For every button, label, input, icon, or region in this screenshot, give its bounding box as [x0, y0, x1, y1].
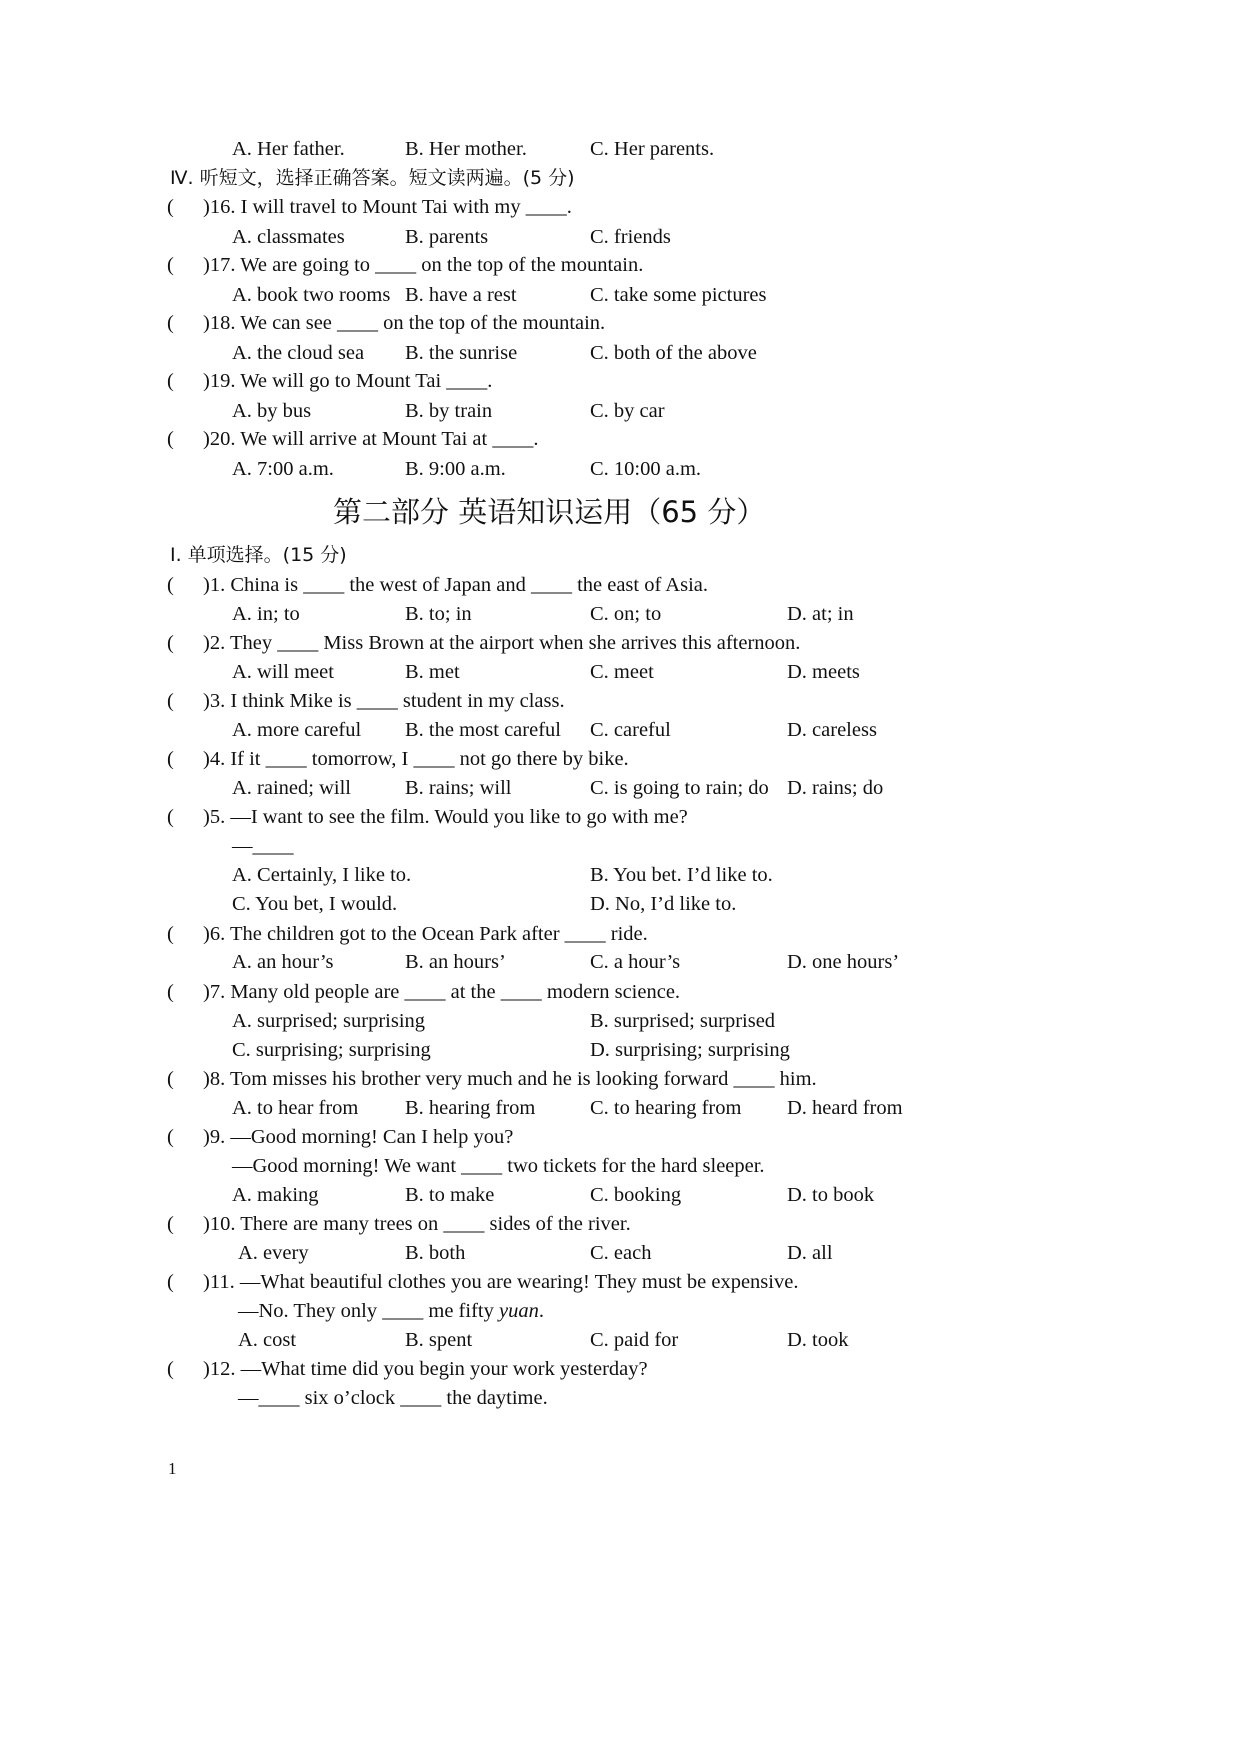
answer-paren: (	[167, 981, 174, 1003]
option-d: D. took	[787, 1329, 849, 1351]
question-text: )1. China is ____ the west of Japan and ____ the east of Asia.	[203, 574, 709, 596]
question-text: )16. I will travel to Mount Tai with my ____.	[203, 196, 572, 218]
question-text: )3. I think Mike is ____ student in my class.	[203, 690, 565, 712]
option-c: C. friends	[590, 226, 671, 248]
option-c: C. 10:00 a.m.	[590, 458, 702, 480]
option-b: B. Her mother.	[405, 138, 527, 160]
option-d: D. careless	[787, 719, 877, 741]
option-a: A. classmates	[232, 226, 345, 248]
section-heading: Ⅳ. 听短文，选择正确答案。短文读两遍。(5 分)	[170, 167, 575, 189]
option-a: A. by bus	[232, 400, 312, 422]
option-c: C. paid for	[590, 1329, 679, 1351]
answer-paren: (	[167, 806, 174, 828]
answer-paren: (	[167, 428, 174, 450]
option-d: D. all	[787, 1242, 833, 1264]
option-a: A. Her father.	[232, 138, 345, 160]
option-b: B. 9:00 a.m.	[405, 458, 506, 480]
answer-paren: (	[167, 1068, 174, 1090]
option-a: A. every	[238, 1242, 309, 1264]
option-b: B. spent	[405, 1329, 473, 1351]
option-d: D. at; in	[787, 603, 854, 625]
option-c: C. take some pictures	[590, 284, 767, 306]
page-number: 1	[168, 1459, 177, 1478]
option-a: A. cost	[238, 1329, 297, 1351]
answer-line-text: —No. They only ____ me fifty	[238, 1300, 499, 1322]
option-c: C. meet	[590, 661, 654, 683]
question-text: )12. —What time did you begin your work yesterday?	[203, 1358, 648, 1380]
answer-paren: (	[167, 632, 174, 654]
answer-paren: (	[167, 1271, 174, 1293]
option-d: D. to book	[787, 1184, 875, 1206]
option-c: C. by car	[590, 400, 665, 422]
option-c: C. You bet, I would.	[232, 893, 398, 915]
answer-line-italic: yuan	[498, 1300, 539, 1322]
option-d: D. meets	[787, 661, 860, 683]
option-b: B. the most careful	[405, 719, 561, 741]
answer-line-tail: .	[538, 1300, 544, 1322]
option-c: C. booking	[590, 1184, 682, 1206]
answer-line: —____ six o’clock ____ the daytime.	[238, 1387, 548, 1409]
question-text: )4. If it ____ tomorrow, I ____ not go there by bike.	[203, 748, 629, 770]
option-a: A. making	[232, 1184, 319, 1206]
option-b: B. met	[405, 661, 460, 683]
option-a: A. will meet	[232, 661, 334, 683]
question-text: )9. —Good morning! Can I help you?	[203, 1126, 514, 1148]
answer-line	[238, 1297, 544, 1325]
answer-paren: (	[167, 1126, 174, 1148]
option-a: A. surprised; surprising	[232, 1010, 426, 1032]
option-b: B. to make	[405, 1184, 495, 1206]
answer-paren: (	[167, 370, 174, 392]
question-text: )2. They ____ Miss Brown at the airport when she arrives this afternoon.	[203, 632, 801, 654]
option-a: A. the cloud sea	[232, 342, 365, 364]
question-text: )18. We can see ____ on the top of the mountain.	[203, 312, 606, 334]
option-c: C. to hearing from	[590, 1097, 742, 1119]
option-b: B. You bet. I’d like to.	[590, 864, 773, 886]
option-c: C. both of the above	[590, 342, 757, 364]
part-title: 第二部分 英语知识运用（65 分）	[333, 495, 766, 529]
option-c: C. on; to	[590, 603, 662, 625]
option-c: C. a hour’s	[590, 951, 681, 973]
option-a: A. 7:00 a.m.	[232, 458, 334, 480]
option-c: C. each	[590, 1242, 652, 1264]
option-b: B. hearing from	[405, 1097, 536, 1119]
answer-paren: (	[167, 923, 174, 945]
option-b: B. by train	[405, 400, 493, 422]
option-d: D. rains; do	[787, 777, 884, 799]
option-a: A. Certainly, I like to.	[232, 864, 412, 886]
answer-paren: (	[167, 1213, 174, 1235]
option-a: A. in; to	[232, 603, 300, 625]
question-text: )19. We will go to Mount Tai ____.	[203, 370, 493, 392]
option-b: B. parents	[405, 226, 489, 248]
option-c: C. careful	[590, 719, 671, 741]
option-b: B. to; in	[405, 603, 472, 625]
option-a: A. more careful	[232, 719, 362, 741]
answer-paren: (	[167, 312, 174, 334]
option-b: B. surprised; surprised	[590, 1010, 776, 1032]
answer-paren: (	[167, 1358, 174, 1380]
answer-paren: (	[167, 196, 174, 218]
option-b: B. the sunrise	[405, 342, 518, 364]
question-text: )10. There are many trees on ____ sides of the river.	[203, 1213, 631, 1235]
answer-paren: (	[167, 690, 174, 712]
question-text: )8. Tom misses his brother very much and he is looking forward ____ him.	[203, 1068, 817, 1090]
question-text: )17. We are going to ____ on the top of the mountain.	[203, 254, 644, 276]
option-a: A. to hear from	[232, 1097, 359, 1119]
answer-paren: (	[167, 254, 174, 276]
question-text: )6. The children got to the Ocean Park after ____ ride.	[203, 923, 648, 945]
section-heading: Ⅰ. 单项选择。(15 分)	[170, 544, 347, 566]
option-a: A. book two rooms	[232, 284, 391, 306]
answer-paren: (	[167, 574, 174, 596]
option-d: D. heard from	[787, 1097, 903, 1119]
option-d: D. surprising; surprising	[590, 1039, 790, 1061]
answer-line: —Good morning! We want ____ two tickets for the hard sleeper.	[232, 1155, 765, 1177]
question-text: )11. —What beautiful clothes you are wearing! They must be expensive.	[203, 1271, 799, 1293]
option-b: B. both	[405, 1242, 466, 1264]
option-a: A. an hour’s	[232, 951, 334, 973]
option-a: A. rained; will	[232, 777, 351, 799]
option-b: B. rains; will	[405, 777, 512, 799]
option-b: B. have a rest	[405, 284, 517, 306]
option-d: D. No, I’d like to.	[590, 893, 737, 915]
answer-paren: (	[167, 748, 174, 770]
question-text: )20. We will arrive at Mount Tai at ____.	[203, 428, 539, 450]
option-c: C. Her parents.	[590, 138, 715, 160]
question-text: )7. Many old people are ____ at the ____ modern science.	[203, 981, 681, 1003]
answer-line: —____	[232, 835, 294, 857]
option-c: C. surprising; surprising	[232, 1039, 431, 1061]
question-text: )5. —I want to see the film. Would you like to go with me?	[203, 806, 688, 828]
option-b: B. an hours’	[405, 951, 506, 973]
option-d: D. one hours’	[787, 951, 900, 973]
option-c: C. is going to rain; do	[590, 777, 769, 799]
